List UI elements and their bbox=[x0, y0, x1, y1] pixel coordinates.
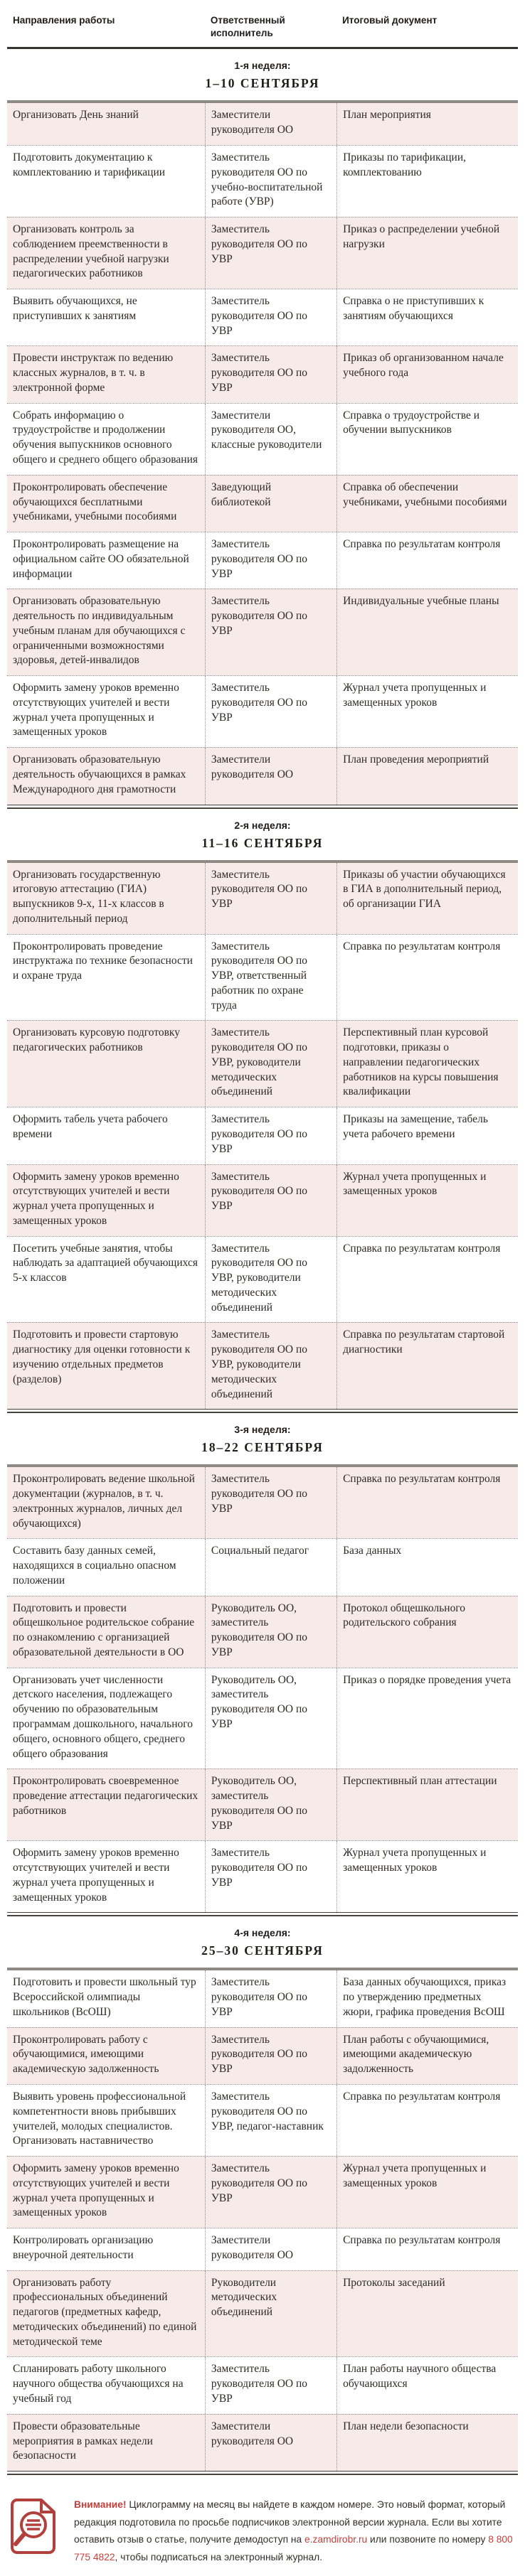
cell-direction: Оформить замену уроков временно отсутствующих учителей и вести журнал учета пропущенных и замещенных уроков bbox=[13, 682, 179, 739]
table-row bbox=[7, 863, 518, 934]
cell-direction: Проконтролировать своевременное проведение аттестации педагогических работников bbox=[13, 1775, 198, 1817]
cell-document: Протоколы заседаний bbox=[336, 2271, 518, 2357]
cell-direction: Организовать работу профессиональных объединений педагогов (предметных кафедр, методических объединений) по единой методической теме bbox=[13, 2276, 197, 2348]
cell-executor: Заместитель руководителя ОО по УВР bbox=[205, 2028, 336, 2084]
cell-document: Справка по результатам контроля bbox=[336, 1237, 518, 1323]
cell-direction: Организовать контроль за соблюдением преемственности в распределении учебной нагрузки педагогических работников bbox=[13, 223, 169, 280]
cell-direction: Организовать образовательную деятельность по индивидуальным учебным планам для обучающихся с ограниченными возможностями здоровья, детей-инвалидов bbox=[13, 595, 186, 667]
table-row bbox=[7, 1668, 518, 1769]
cell-document: Журнал учета пропущенных и замещенных уроков bbox=[336, 1841, 518, 1912]
cell-direction: Подготовить и провести школьный тур Всероссийской олимпиады школьников (ВсОШ) bbox=[13, 1976, 196, 2018]
cell-document: Справка по результатам контроля bbox=[336, 1467, 518, 1538]
table-row bbox=[7, 934, 518, 1021]
cell-executor: Заместитель руководителя ОО по УВР bbox=[205, 1467, 336, 1538]
cell-executor: Заместители руководителя ОО bbox=[205, 103, 336, 145]
week-section bbox=[7, 49, 518, 808]
cell-executor: Заместитель руководителя ОО по УВР bbox=[205, 1107, 336, 1164]
table-row bbox=[7, 2270, 518, 2357]
cell-direction: Проконтролировать проведение инструктажа по технике безопасности и охране труда bbox=[13, 940, 193, 982]
cell-executor: Заместитель руководителя ОО по УВР bbox=[205, 1165, 336, 1236]
cell-executor: Руководители методических объединений bbox=[205, 2271, 336, 2357]
week-table bbox=[7, 860, 518, 1410]
column-header-directions: Направления работы bbox=[13, 15, 115, 26]
cell-document: Журнал учета пропущенных и замещенных уроков bbox=[336, 676, 518, 747]
cell-direction: Организовать образовательную деятельность обучающихся в рамках Международного дня грамотности bbox=[13, 753, 186, 795]
table-row bbox=[7, 1322, 518, 1409]
week-heading bbox=[7, 809, 518, 860]
column-header-document: Итоговый документ bbox=[342, 15, 438, 26]
cell-executor: Заместитель руководителя ОО по УВР bbox=[205, 1841, 336, 1912]
table-row bbox=[7, 2156, 518, 2228]
week-table bbox=[7, 1968, 518, 2471]
subscription-link[interactable]: e.zamdirobr.ru bbox=[304, 2534, 368, 2545]
week-table bbox=[7, 1464, 518, 1912]
cell-document: Приказ об организованном начале учебного года bbox=[336, 346, 518, 402]
table-row bbox=[7, 1840, 518, 1912]
cell-direction: Провести инструктаж по ведению классных журналов, в т. ч. в электронной форме bbox=[13, 352, 174, 394]
footer-notice-text bbox=[74, 2495, 516, 2566]
cell-direction: Выявить уровень профессиональной компетентности вновь прибывших учителей, молодых специалистов. Организовать наставничество bbox=[13, 2091, 186, 2147]
cell-executor: Заместитель руководителя ОО по УВР bbox=[205, 1970, 336, 2027]
cell-document: Протокол общешкольного родительского собрания bbox=[336, 1596, 518, 1668]
table-row bbox=[7, 1596, 518, 1668]
phone-number: 8 800 775 4822 bbox=[74, 2534, 513, 2562]
section-bottom-rule bbox=[7, 2471, 518, 2475]
cell-direction: Провести образовательные мероприятия в рамках недели безопасности bbox=[13, 2420, 153, 2462]
cell-executor: Руководитель ОО, заместитель руководителя ОО по УВР bbox=[205, 1668, 336, 1769]
table-row bbox=[7, 1107, 518, 1164]
cell-document: База данных обучающихся, приказ по утверждению предметных жюри, графика проведения ВсОШ bbox=[336, 1970, 518, 2027]
table-row bbox=[7, 1970, 518, 2027]
cell-document: Справка о трудоустройстве и обучении выпускников bbox=[336, 404, 518, 475]
cell-document: План работы с обучающимися, имеющими академическую задолженность bbox=[336, 2028, 518, 2084]
cell-document: Приказы об участии обучающихся в ГИА в дополнительный период, об организации ГИА bbox=[336, 863, 518, 934]
table-row bbox=[7, 103, 518, 145]
table-row bbox=[7, 403, 518, 475]
cell-document: Приказы на замещение, табель учета рабочего времени bbox=[336, 1107, 518, 1164]
table-row bbox=[7, 589, 518, 675]
week-label: 1-я неделя: bbox=[234, 60, 291, 72]
cell-document: Справка по результатам контроля bbox=[336, 2085, 518, 2156]
table-row bbox=[7, 1020, 518, 1107]
week-date-range: 11–16 СЕНТЯБРЯ bbox=[201, 835, 324, 850]
notice-text-3: , чтобы подписаться на электронный журнал. bbox=[115, 2551, 323, 2562]
cell-executor: Социальный педагог bbox=[205, 1539, 336, 1595]
cell-direction: Организовать курсовую подготовку педагогических работников bbox=[13, 1026, 180, 1054]
cell-executor: Заместитель руководителя ОО по УВР bbox=[205, 218, 336, 289]
week-heading bbox=[7, 49, 518, 100]
cell-executor: Заместитель руководителя ОО по УВР bbox=[205, 2357, 336, 2413]
table-row bbox=[7, 1467, 518, 1538]
week-section bbox=[7, 809, 518, 1414]
attention-label: Внимание! bbox=[74, 2499, 127, 2511]
table-row bbox=[7, 289, 518, 345]
notice-text-2: или позвоните по номеру bbox=[367, 2534, 489, 2545]
week-date-range: 25–30 СЕНТЯБРЯ bbox=[201, 1943, 324, 1958]
cell-direction: Организовать День знаний bbox=[13, 109, 139, 122]
table-row bbox=[7, 1769, 518, 1840]
cell-document: Приказ о распределении учебной нагрузки bbox=[336, 218, 518, 289]
cell-executor: Заместитель руководителя ОО по УВР bbox=[205, 676, 336, 747]
cell-direction: Оформить замену уроков временно отсутствующих учителей и вести журнал учета пропущенных и замещенных уроков bbox=[13, 1170, 179, 1227]
column-header-executor: Ответственный исполнитель bbox=[210, 15, 285, 39]
table-row bbox=[7, 1538, 518, 1595]
cell-executor: Заместитель руководителя ОО по УВР bbox=[205, 589, 336, 675]
cell-executor: Руководитель ОО, заместитель руководителя ОО по УВР bbox=[205, 1769, 336, 1840]
cell-direction: Спланировать работу школьного научного общества обучающихся на учебный год bbox=[13, 2363, 184, 2405]
cell-document: План проведения мероприятий bbox=[336, 748, 518, 804]
table-row bbox=[7, 217, 518, 289]
cell-executor: Заместитель руководителя ОО по УВР bbox=[205, 532, 336, 589]
cell-direction: Организовать государственную итоговую аттестацию (ГИА) выпускников 9-х, 11-х классов в дополнительный период bbox=[13, 868, 164, 925]
week-heading bbox=[7, 1413, 518, 1464]
cell-document: План работы научного общества обучающихся bbox=[336, 2357, 518, 2413]
cell-direction: Подготовить и провести общешкольное родительское собрание по ознакомлению с организацией образовательной деятельности в ОО bbox=[13, 1601, 195, 1658]
cell-document: Справка по результатам контроля bbox=[336, 2228, 518, 2270]
cell-executor: Заместители руководителя ОО bbox=[205, 748, 336, 804]
cell-direction: Оформить табель учета рабочего времени bbox=[13, 1113, 168, 1141]
footer-notice bbox=[10, 2495, 516, 2566]
cell-document: План недели безопасности bbox=[336, 2415, 518, 2471]
cell-executor: Заместитель руководителя ОО по учебно-воспитательной работе (УВР) bbox=[205, 146, 336, 217]
table-row bbox=[7, 1164, 518, 1236]
cell-document: План мероприятия bbox=[336, 103, 518, 145]
cell-direction: Проконтролировать обеспечение обучающихся бесплатными учебниками, учебными пособиями bbox=[13, 481, 177, 523]
cell-direction: Контролировать организацию внеурочной деятельности bbox=[13, 2234, 154, 2261]
cell-document: База данных bbox=[336, 1539, 518, 1595]
cell-direction: Составить базу данных семей, находящихся в социально опасном положении bbox=[13, 1545, 176, 1587]
table-row bbox=[7, 145, 518, 217]
cell-document: Приказы по тарификации, комплектованию bbox=[336, 146, 518, 217]
cell-direction: Подготовить документацию к комплектованию и тарификации bbox=[13, 151, 166, 178]
week-label: 2-я неделя: bbox=[234, 819, 291, 831]
cell-direction: Выявить обучающихся, не приступивших к занятиям bbox=[13, 295, 137, 322]
cell-executor: Руководитель ОО, заместитель руководителя ОО по УВР bbox=[205, 1596, 336, 1668]
cell-document: Справка по результатам стартовой диагностики bbox=[336, 1323, 518, 1409]
cell-executor: Заместители руководителя ОО bbox=[205, 2228, 336, 2270]
week-heading bbox=[7, 1916, 518, 1968]
week-sections-container bbox=[7, 49, 518, 2475]
cell-direction: Посетить учебные занятия, чтобы наблюдать за адаптацией обучающихся 5-х классов bbox=[13, 1242, 198, 1284]
table-row bbox=[7, 2027, 518, 2084]
table-row bbox=[7, 1236, 518, 1323]
cell-executor: Заместитель руководителя ОО по УВР bbox=[205, 2157, 336, 2228]
cell-executor: Заместитель руководителя ОО по УВР, руководители методических объединений bbox=[205, 1237, 336, 1323]
cell-executor: Заместители руководителя ОО, классные руководители bbox=[205, 404, 336, 475]
table-row bbox=[7, 747, 518, 804]
table-row bbox=[7, 475, 518, 532]
cell-direction: Проконтролировать ведение школьной документации (журналов, в т. ч. электронных журналов, личных дел обучающихся) bbox=[13, 1473, 195, 1530]
cell-direction: Проконтролировать работу с обучающимися, имеющими академическую задолженность bbox=[13, 2033, 159, 2076]
cell-document: Справка о не приступивших к занятиям обучающихся bbox=[336, 289, 518, 345]
cell-executor: Заместитель руководителя ОО по УВР bbox=[205, 289, 336, 345]
cell-executor: Заместители руководителя ОО bbox=[205, 2415, 336, 2471]
week-label: 3-я неделя: bbox=[234, 1424, 291, 1436]
cell-executor: Заместитель руководителя ОО по УВР, руководители методических объединений bbox=[205, 1323, 336, 1409]
week-label: 4-я неделя: bbox=[234, 1927, 291, 1939]
table-row bbox=[7, 2356, 518, 2413]
table-column-headers bbox=[7, 0, 518, 49]
cell-document: Индивидуальные учебные планы bbox=[336, 589, 518, 675]
table-row bbox=[7, 2414, 518, 2471]
cell-direction: Оформить замену уроков временно отсутствующих учителей и вести журнал учета пропущенных и замещенных уроков bbox=[13, 1847, 179, 1904]
week-table bbox=[7, 100, 518, 804]
cell-document: Справка по результатам контроля bbox=[336, 935, 518, 1021]
table-row bbox=[7, 345, 518, 402]
cell-direction: Проконтролировать размещение на официальном сайте ОО обязательной информации bbox=[13, 538, 189, 580]
cell-document: Справка об обеспечении учебниками, учебными пособиями bbox=[336, 476, 518, 532]
cell-executor: Заместитель руководителя ОО по УВР bbox=[205, 863, 336, 934]
cell-executor: Заместитель руководителя ОО по УВР, руководители методических объединений bbox=[205, 1021, 336, 1107]
week-section bbox=[7, 1413, 518, 1916]
cell-document: Перспективный план аттестации bbox=[336, 1769, 518, 1840]
cell-document: Журнал учета пропущенных и замещенных уроков bbox=[336, 1165, 518, 1236]
cell-executor: Заместитель руководителя ОО по УВР bbox=[205, 346, 336, 402]
table-row bbox=[7, 675, 518, 747]
cell-direction: Оформить замену уроков временно отсутствующих учителей и вести журнал учета пропущенных и замещенных уроков bbox=[13, 2162, 179, 2219]
cell-direction: Собрать информацию о трудоустройстве и продолжении обучения выпускников основного общего и среднего общего образования bbox=[13, 409, 198, 466]
table-row bbox=[7, 2084, 518, 2156]
cell-document: Журнал учета пропущенных и замещенных уроков bbox=[336, 2157, 518, 2228]
cell-document: Приказ о порядке проведения учета bbox=[336, 1668, 518, 1769]
week-date-range: 18–22 СЕНТЯБРЯ bbox=[201, 1440, 324, 1455]
cell-executor: Заведующий библиотекой bbox=[205, 476, 336, 532]
cell-direction: Подготовить и провести стартовую диагностику для оценки готовности к изучению отдельных предметов (разделов) bbox=[13, 1329, 191, 1385]
cell-executor: Заместитель руководителя ОО по УВР, ответственный работник по охране труда bbox=[205, 935, 336, 1021]
cell-executor: Заместитель руководителя ОО по УВР, педагог-наставник bbox=[205, 2085, 336, 2156]
cell-document: Перспективный план курсовой подготовки, приказы о направлении педагогических работников на курсы повышения квалификации bbox=[336, 1021, 518, 1107]
week-section bbox=[7, 1916, 518, 2475]
cell-direction: Организовать учет численности детского населения, подлежащего обучению по образовательным программам дошкольного, начального общего, основного общего, среднего общего образования bbox=[13, 1673, 193, 1760]
table-row bbox=[7, 532, 518, 589]
week-date-range: 1–10 СЕНТЯБРЯ bbox=[205, 76, 320, 91]
document-magnifier-icon bbox=[10, 2495, 61, 2558]
notice-text-1: Циклограмму на месяц вы найдете в каждом номере. Это новый формат, который редакция подготовила по просьбе подписчиков электронной версии журнала. Если вы хотите оставить отзыв о статье, получите демодоступ на bbox=[74, 2499, 506, 2545]
table-row bbox=[7, 2228, 518, 2270]
cell-document: Справка по результатам контроля bbox=[336, 532, 518, 589]
